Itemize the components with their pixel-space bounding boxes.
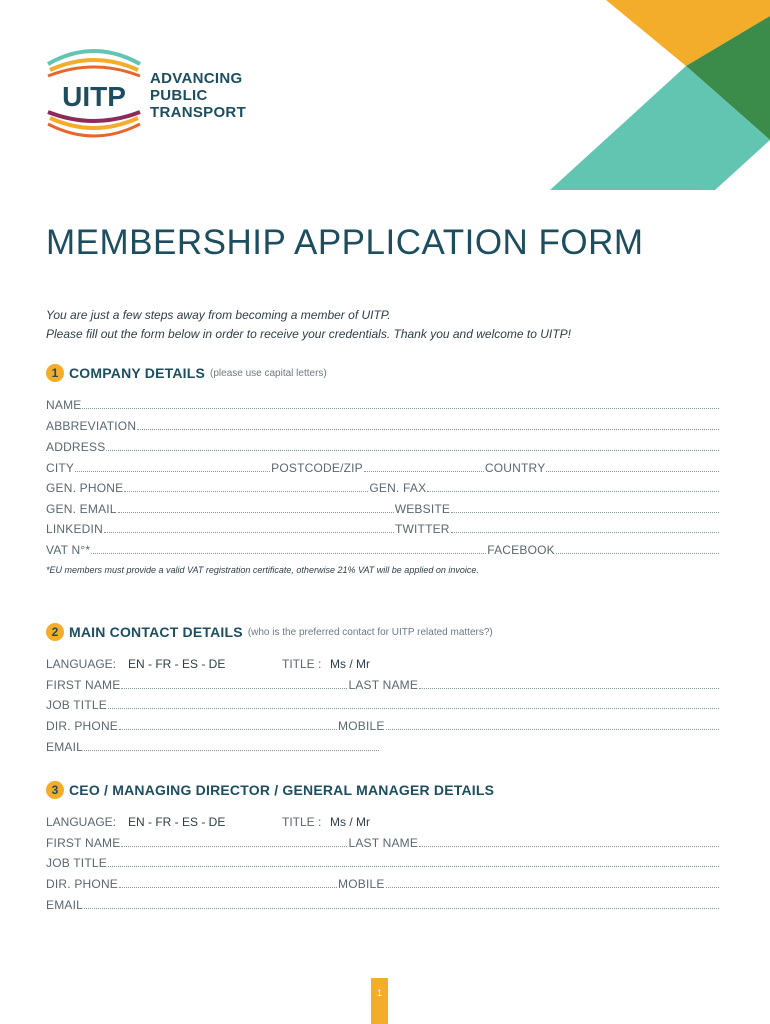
row-names (46, 677, 720, 692)
email-field[interactable] (84, 908, 719, 909)
row-language-title (46, 657, 720, 672)
row-job-title (46, 697, 720, 712)
abbreviation-field[interactable] (137, 429, 719, 430)
name-field[interactable] (82, 408, 719, 409)
row-gen-email (46, 501, 720, 516)
last-name-label: LAST NAME (348, 836, 419, 850)
gen-fax-field[interactable] (427, 491, 719, 492)
row-language-title (46, 815, 720, 830)
title-options[interactable]: Ms / Mr (330, 657, 370, 671)
vat-label: VAT N°* (46, 543, 91, 557)
row-name (46, 397, 720, 412)
email-label: EMAIL (46, 740, 84, 754)
first-name-field[interactable] (121, 688, 347, 689)
vat-field[interactable] (91, 553, 486, 554)
vat-footnote: *EU members must provide a valid VAT registration certificate, otherwise 21% VAT will be applied on invoice. (46, 565, 479, 575)
section-title: MAIN CONTACT DETAILS (69, 624, 243, 640)
row-phones (46, 876, 720, 891)
title-label: TITLE : (282, 815, 322, 829)
tagline-line-2: PUBLIC (150, 87, 208, 104)
row-email (46, 897, 720, 912)
language-label: LANGUAGE: (46, 815, 117, 829)
row-vat (46, 542, 720, 557)
logo-wordmark: UITP (62, 81, 126, 112)
tagline-line-1: ADVANCING (150, 70, 243, 87)
section-note: (please use capital letters) (210, 367, 327, 379)
section-number-badge: 2 (46, 623, 64, 641)
page-title: MEMBERSHIP APPLICATION FORM (46, 223, 644, 262)
website-label: WEBSITE (394, 502, 451, 516)
section-note: (who is the preferred contact for UITP related matters?) (247, 626, 493, 638)
page-number: 1 (371, 978, 388, 1024)
last-name-field[interactable] (419, 846, 719, 847)
city-field[interactable] (75, 471, 270, 472)
row-abbreviation (46, 418, 720, 433)
linkedin-field[interactable] (104, 532, 394, 533)
email-field[interactable] (84, 750, 379, 751)
section-main-contact (46, 623, 493, 641)
gen-phone-label: GEN. PHONE (46, 481, 124, 495)
city-label: CITY (46, 461, 75, 475)
intro-line-1: You are just a few steps away from becoming a member of UITP. (46, 308, 391, 322)
section-title: CEO / MANAGING DIRECTOR / GENERAL MANAGER DETAILS (69, 782, 495, 798)
row-address (46, 439, 720, 454)
linkedin-label: LINKEDIN (46, 522, 103, 536)
title-options[interactable]: Ms / Mr (330, 815, 370, 829)
tagline (150, 70, 246, 121)
dir-phone-label: DIR. PHONE (46, 877, 119, 891)
name-label: NAME (46, 398, 82, 412)
first-name-label: FIRST NAME (46, 678, 121, 692)
row-job-title (46, 855, 720, 870)
row-linkedin (46, 521, 720, 536)
title-label: TITLE : (282, 657, 322, 671)
job-title-field[interactable] (108, 866, 719, 867)
uitp-logo (44, 44, 144, 144)
language-options[interactable]: EN - FR - ES - DE (128, 657, 226, 671)
dir-phone-field[interactable] (119, 729, 337, 730)
section-title: COMPANY DETAILS (69, 365, 206, 381)
row-phones (46, 718, 720, 733)
mobile-field[interactable] (386, 729, 719, 730)
section-number-badge: 1 (46, 364, 64, 382)
row-email (46, 739, 380, 754)
job-title-label: JOB TITLE (46, 856, 107, 870)
facebook-field[interactable] (556, 553, 719, 554)
mobile-label: MOBILE (338, 877, 385, 891)
job-title-field[interactable] (108, 708, 719, 709)
facebook-label: FACEBOOK (487, 543, 555, 557)
language-label: LANGUAGE: (46, 657, 117, 671)
dir-phone-label: DIR. PHONE (46, 719, 119, 733)
intro-line-2: Please fill out the form below in order to receive your credentials. Thank you and welcome to UITP! (46, 327, 571, 341)
twitter-field[interactable] (451, 532, 719, 533)
row-names (46, 835, 720, 850)
website-field[interactable] (451, 512, 719, 513)
postcode-label: POSTCODE/ZIP (271, 461, 363, 475)
job-title-label: JOB TITLE (46, 698, 107, 712)
last-name-field[interactable] (419, 688, 719, 689)
tagline-line-3: TRANSPORT (150, 104, 247, 121)
mobile-field[interactable] (386, 887, 719, 888)
twitter-label: TWITTER (394, 522, 450, 536)
dir-phone-field[interactable] (119, 887, 337, 888)
address-field[interactable] (106, 450, 719, 451)
section-ceo-details (46, 781, 494, 799)
gen-fax-label: GEN. FAX (369, 481, 427, 495)
gen-email-field[interactable] (118, 512, 394, 513)
section-number-badge: 3 (46, 781, 64, 799)
gen-phone-field[interactable] (124, 491, 368, 492)
abbreviation-label: ABBREVIATION (46, 419, 137, 433)
gen-email-label: GEN. EMAIL (46, 502, 117, 516)
last-name-label: LAST NAME (348, 678, 419, 692)
mobile-label: MOBILE (338, 719, 385, 733)
email-label: EMAIL (46, 898, 84, 912)
first-name-label: FIRST NAME (46, 836, 121, 850)
row-city (46, 460, 720, 475)
postcode-field[interactable] (364, 471, 484, 472)
first-name-field[interactable] (121, 846, 347, 847)
section-company-details (46, 364, 327, 382)
language-options[interactable]: EN - FR - ES - DE (128, 815, 226, 829)
country-label: COUNTRY (484, 461, 546, 475)
address-label: ADDRESS (46, 440, 106, 454)
country-field[interactable] (546, 471, 719, 472)
row-gen-phone (46, 480, 720, 495)
